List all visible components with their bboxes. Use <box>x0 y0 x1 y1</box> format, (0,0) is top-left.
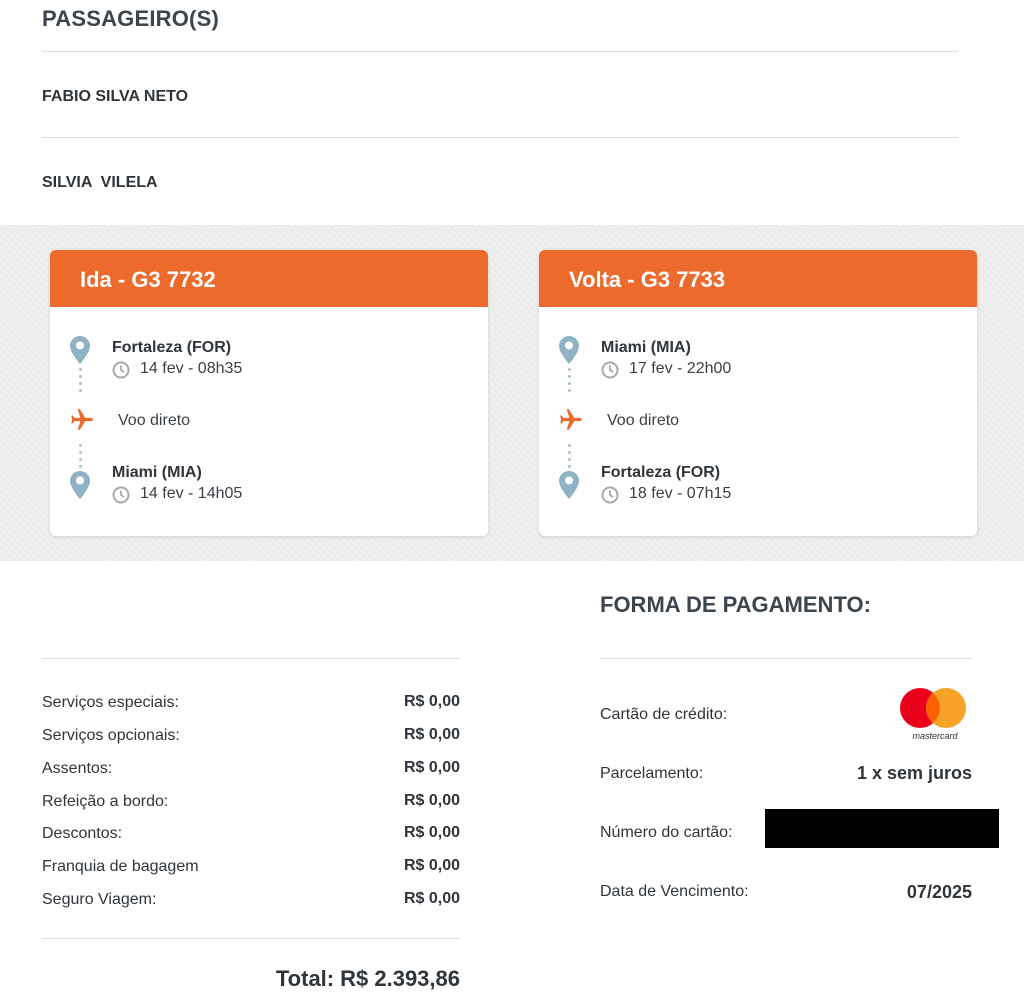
fee-value-insurance: R$ 0,00 <box>403 890 460 907</box>
divider <box>42 658 460 659</box>
route-dots <box>79 444 82 472</box>
expiry-label: Data de Vencimento: <box>600 883 749 900</box>
card-number-redacted <box>765 809 999 848</box>
origin-city: Fortaleza (FOR) <box>112 339 232 356</box>
fee-label-meals: Refeição a bordo: <box>42 793 169 810</box>
fee-label-discounts: Descontos: <box>42 825 123 842</box>
fee-value-baggage: R$ 0,00 <box>403 857 460 874</box>
flight-type: Voo direto <box>118 412 191 429</box>
divider <box>42 938 460 939</box>
route-dots <box>79 368 82 396</box>
map-pin-icon <box>70 336 90 364</box>
clock-icon <box>112 486 130 504</box>
installments-value: 1 x sem juros <box>856 763 972 783</box>
arrival-time-row <box>601 483 731 504</box>
expiry-value: 07/2025 <box>906 882 972 902</box>
total-amount <box>276 966 460 992</box>
passenger-name-2: SILVIA VILELA <box>42 174 158 191</box>
return-flight-title: Volta - G3 7733 <box>539 250 977 307</box>
fee-value-optional-services: R$ 0,00 <box>403 726 460 743</box>
divider <box>600 658 972 659</box>
departure-time-row <box>601 358 731 379</box>
arrival-time: 14 fev - 14h05 <box>140 484 243 502</box>
payment-method-label: Cartão de crédito: <box>600 706 728 723</box>
departure-time: 17 fev - 22h00 <box>629 359 732 377</box>
airplane-icon <box>558 407 584 433</box>
fee-value-meals: R$ 0,00 <box>403 792 460 809</box>
divider <box>42 51 958 52</box>
fee-value-discounts: R$ 0,00 <box>403 824 460 841</box>
fee-label-optional-services: Serviços opcionais: <box>42 727 180 744</box>
fee-label-seats: Assentos: <box>42 760 113 777</box>
total-label: Total: <box>275 966 335 991</box>
destination-city: Fortaleza (FOR) <box>601 464 721 481</box>
total-value: R$ 2.393,86 <box>340 966 460 991</box>
outbound-flight-card <box>50 250 488 536</box>
origin-city: Miami (MIA) <box>601 339 691 356</box>
clock-icon <box>112 361 130 379</box>
route-dots <box>568 444 571 472</box>
fee-value-seats: R$ 0,00 <box>403 759 460 776</box>
destination-city: Miami (MIA) <box>112 464 202 481</box>
fee-label-insurance: Seguro Viagem: <box>42 891 157 908</box>
map-pin-icon <box>559 336 579 364</box>
fee-label-special-services: Serviços especiais: <box>42 694 179 711</box>
map-pin-icon <box>70 471 90 499</box>
departure-time-row <box>112 358 242 379</box>
airplane-icon <box>69 407 95 433</box>
arrival-time-row <box>112 483 242 504</box>
card-number-label: Número do cartão: <box>600 824 733 841</box>
fee-label-baggage: Franquia de bagagem <box>42 858 199 875</box>
arrival-time: 18 fev - 07h15 <box>629 484 732 502</box>
route-dots <box>568 368 571 396</box>
return-flight-card <box>539 250 977 536</box>
map-pin-icon <box>559 471 579 499</box>
payment-title: FORMA DE PAGAMENTO: <box>600 592 871 617</box>
passengers-title: PASSAGEIRO(S) <box>42 6 219 31</box>
departure-time: 14 fev - 08h35 <box>140 359 243 377</box>
installments-label: Parcelamento: <box>600 765 704 782</box>
divider <box>42 137 958 138</box>
outbound-flight-title: Ida - G3 7732 <box>50 250 488 307</box>
clock-icon <box>601 361 619 379</box>
passenger-name-1: FABIO SILVA NETO <box>42 88 189 105</box>
flight-type: Voo direto <box>607 412 680 429</box>
fee-value-special-services: R$ 0,00 <box>403 693 460 710</box>
mastercard-brand-text: mastercard <box>912 731 958 741</box>
clock-icon <box>601 486 619 504</box>
